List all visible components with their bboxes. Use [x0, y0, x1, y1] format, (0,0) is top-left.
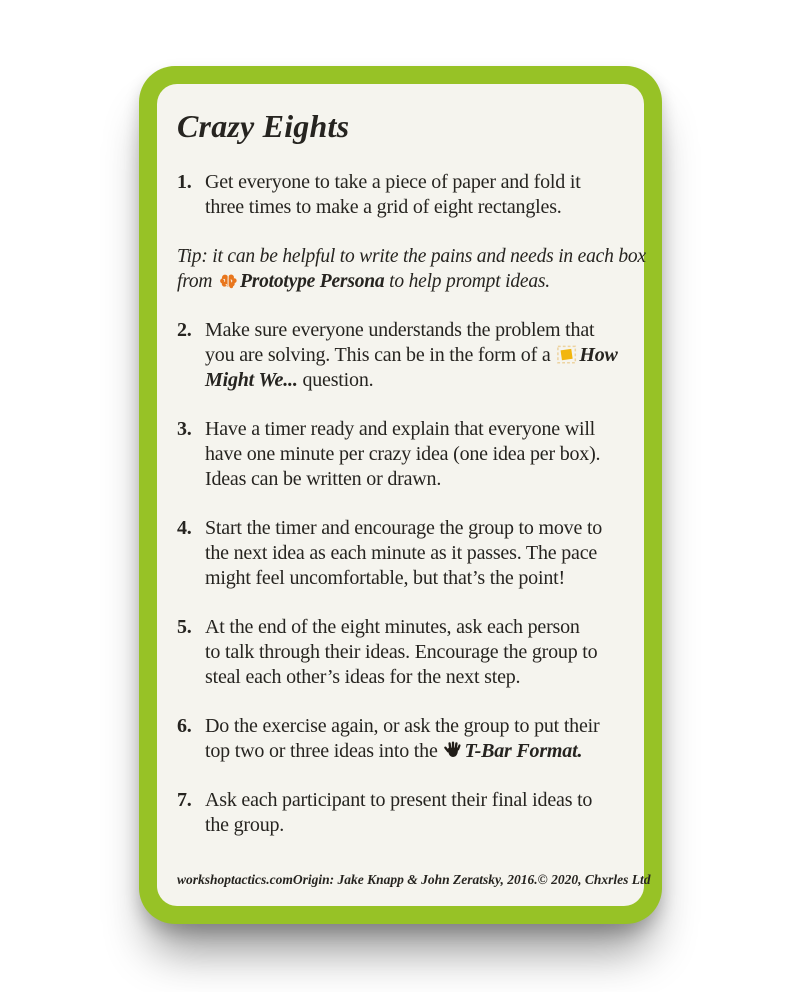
tactic-card	[139, 66, 662, 924]
step-sentence: from	[177, 271, 217, 292]
hand-icon	[444, 741, 462, 759]
step-item	[177, 417, 628, 492]
step-item	[177, 170, 628, 220]
step-sentence: Tip: it can be helpful to write the pains and needs in each box	[177, 246, 646, 267]
step-sentence: to talk through their ideas. Encourage the group to	[205, 641, 598, 663]
step-sentence: question.	[297, 369, 374, 391]
step-sentence: Ask each participant to present their final ideas to	[205, 789, 593, 811]
step-sentence: Do the exercise again, or ask the group to put their	[205, 715, 600, 737]
step-text	[205, 170, 628, 220]
linked-tactic-name: How	[579, 344, 618, 366]
step-number: 4.	[177, 517, 192, 539]
step-number: 1.	[177, 171, 192, 193]
step-number: 3.	[177, 418, 192, 440]
step-sentence: At the end of the eight minutes, ask each person	[205, 616, 580, 638]
step-number: 5.	[177, 616, 192, 638]
step-sentence: three times to make a grid of eight rectangles.	[205, 196, 562, 218]
card-body	[177, 146, 646, 838]
sticky-note-icon	[557, 345, 577, 364]
footer-origin: Origin: Jake Knapp & John Zeratsky, 2016.	[292, 872, 538, 887]
step-sentence: to help prompt ideas.	[384, 271, 550, 292]
brain-icon	[219, 273, 238, 290]
step-sentence: Make sure everyone understands the problem that	[205, 319, 595, 341]
step-sentence: might feel uncomfortable, but that’s the point!	[205, 567, 565, 589]
step-text	[205, 714, 628, 764]
card-title: Crazy Eights	[177, 108, 350, 144]
card-footer	[177, 872, 651, 890]
step-item	[177, 788, 628, 838]
footer-copyright: © 2020, Chxrles Ltd	[537, 872, 651, 887]
step-sentence: Get everyone to take a piece of paper and fold it	[205, 171, 581, 193]
step-sentence: Ideas can be written or drawn.	[205, 468, 442, 490]
linked-tactic-name: Prototype Persona	[240, 271, 385, 292]
step-sentence: the next idea as each minute as it passes. The pace	[205, 542, 598, 564]
step-sentence: Have a timer ready and explain that everyone will	[205, 418, 596, 440]
step-sentence: Start the timer and encourage the group to move to	[205, 517, 603, 539]
step-sentence: the group.	[205, 814, 285, 836]
step-sentence: have one minute per crazy idea (one idea per box).	[205, 443, 601, 465]
step-item	[177, 615, 628, 690]
card-inner	[157, 84, 651, 906]
step-number: 7.	[177, 789, 192, 811]
step-sentence: you are solving. This can be in the form of a	[205, 344, 556, 366]
step-sentence: steal each other’s ideas for the next step.	[205, 666, 521, 688]
linked-tactic-name: T-Bar Format.	[464, 740, 583, 762]
step-text	[205, 615, 628, 690]
step-text	[205, 516, 628, 591]
step-item	[177, 714, 628, 764]
tip-note	[177, 244, 646, 294]
step-sentence: top two or three ideas into the	[205, 740, 443, 762]
step-text	[205, 417, 628, 492]
footer-site: workshoptactics.com	[177, 872, 293, 887]
step-item	[177, 516, 628, 591]
step-number: 6.	[177, 715, 192, 737]
step-text	[205, 318, 628, 393]
step-text	[205, 788, 628, 838]
step-number: 2.	[177, 319, 192, 341]
step-item	[177, 318, 628, 393]
linked-tactic-name: Might We...	[205, 369, 298, 391]
